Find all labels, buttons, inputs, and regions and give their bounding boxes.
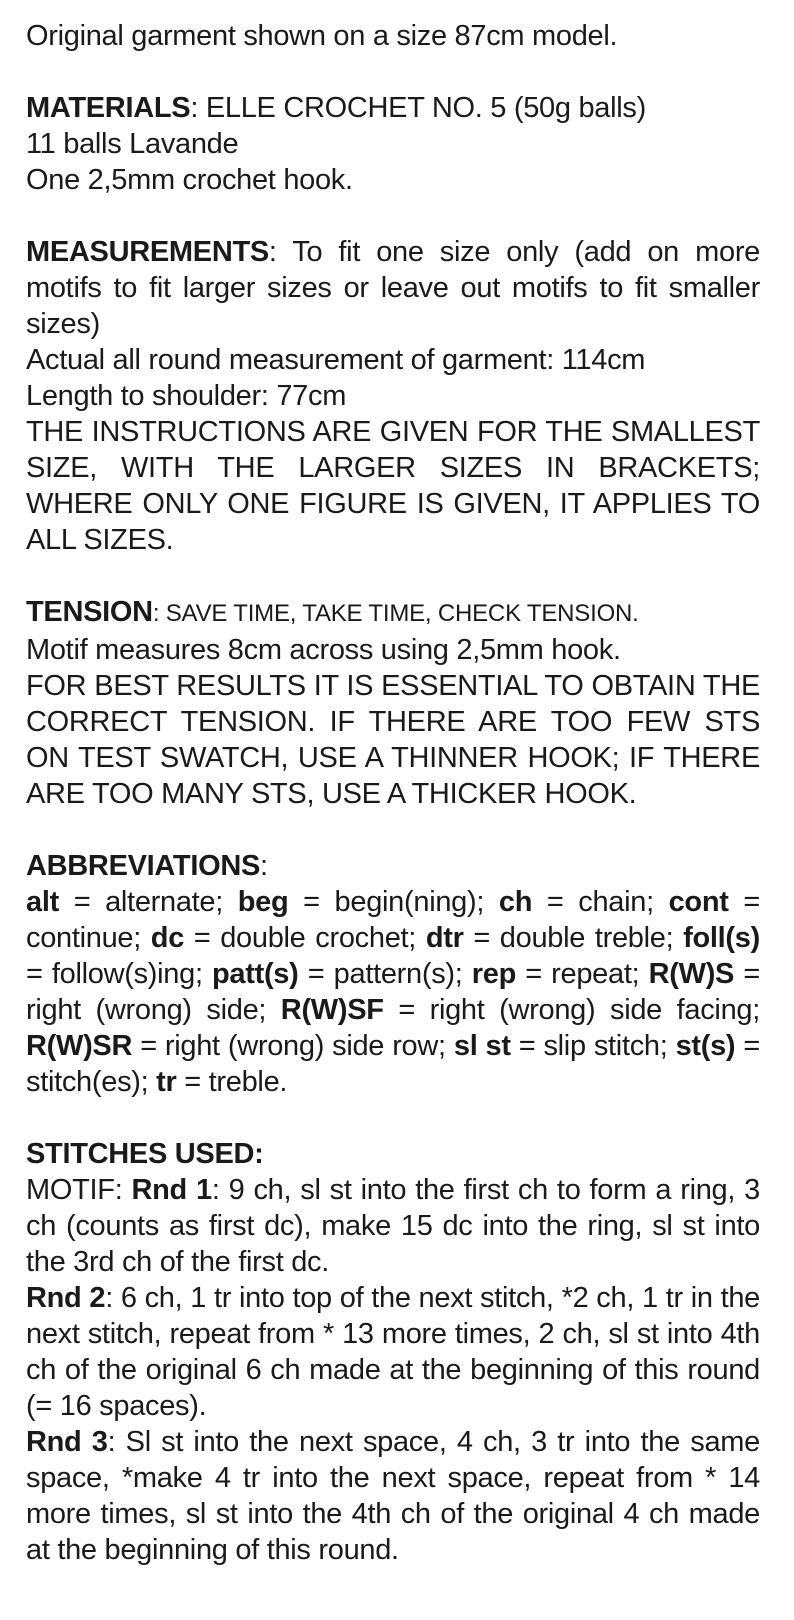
stitches-section [26,1136,760,1568]
abbr-term: ch [498,886,533,918]
abbr-term: R(W)SR [26,1030,133,1062]
tension-heading: TENSION [26,596,153,628]
abbreviations-section [26,848,760,1100]
abbreviations-list [26,884,760,1100]
round-text: : 6 ch, 1 tr into top of the next stitch, *2 ch, 1 tr in the next stitch, repeat from * 13 more times, 2 ch, sl st into 4th ch of the original 6 ch made at the beginning of this round (= 16 spaces). [26,1282,760,1422]
abbr-meaning: = right (wrong) side facing; [383,994,760,1026]
round-label: Rnd 3 [26,1426,108,1458]
abbr-meaning: = repeat; [516,958,649,990]
measurements-line-2: Actual all round measurement of garment: 114cm [26,344,646,376]
abbr-term: alt [26,886,59,918]
abbr-meaning: = double crochet; [184,922,426,954]
round-text: : Sl st into the next space, 4 ch, 3 tr into the same space, *make 4 tr into the next space, repeat from * 14 more times, sl st into the 4th ch of the original 4 ch made at the beginning of this round. [26,1426,760,1566]
spacer [26,1100,760,1136]
round-1 [26,1172,760,1280]
tension-section [26,594,760,812]
materials-line-2: 11 balls Lavande [26,128,239,160]
abbr-term: foll(s) [683,922,760,954]
materials-text: : ELLE CROCHET NO. 5 (50g balls) [190,92,646,124]
abbr-meaning: = treble. [176,1066,288,1098]
tension-line-2: Motif measures 8cm across using 2,5mm hook. [26,634,621,666]
intro-line: Original garment shown on a size 87cm model. [26,20,618,52]
materials-heading: MATERIALS [26,92,191,124]
abbr-meaning: = right (wrong) side; [26,958,761,1026]
abbr-meaning: = chain; [532,886,669,918]
materials-section [26,90,760,198]
stitches-heading: STITCHES USED: [26,1138,264,1170]
abbr-term: beg [237,886,289,918]
abbr-meaning: = pattern(s); [298,958,472,990]
abbr-term: tr [156,1066,177,1098]
abbr-term: dtr [425,922,464,954]
tension-note: FOR BEST RESULTS IT IS ESSENTIAL TO OBTAIN THE CORRECT TENSION. IF THERE ARE TOO FEW STS ON TEST SWATCH, USE A THINNER HOOK; IF THERE ARE TOO MANY STS, USE A THICKER HOOK. [26,670,760,810]
abbr-term: patt(s) [211,958,299,990]
abbr-term: rep [471,958,517,990]
measurements-line-3: Length to shoulder: 77cm [26,380,347,412]
motif-label: MOTIF: [26,1174,132,1206]
abbr-meaning: = begin(ning); [288,886,499,918]
abbreviations-colon: : [260,850,268,882]
spacer [26,198,760,234]
abbr-term: dc [150,922,185,954]
spacer [26,54,760,90]
round-2 [26,1280,760,1424]
abbr-term: cont [668,886,729,918]
tension-text: : SAVE TIME, TAKE TIME, CHECK TENSION. [152,600,639,627]
abbreviations-heading: ABBREVIATIONS [26,850,261,882]
round-label: Rnd 2 [26,1282,106,1314]
measurements-heading: MEASUREMENTS [26,236,269,268]
abbr-meaning: = slip stitch; [510,1030,676,1062]
round-text: : 9 ch, sl st into the first ch to form a ring, 3 ch (counts as first dc), make 15 dc into the ring, sl st into the 3rd ch of the first dc. [26,1174,760,1278]
measurements-text: : To fit one size only (add on more motifs to fit larger sizes or leave out motifs to fit smaller sizes) [26,236,760,340]
abbr-meaning: = alternate; [58,886,238,918]
abbr-meaning: = stitch(es); [26,1030,760,1098]
abbr-term: sl st [453,1030,511,1062]
abbr-meaning: = right (wrong) side row; [132,1030,454,1062]
spacer [26,558,760,594]
round-label: Rnd 1 [131,1174,212,1206]
abbr-meaning: = follow(s)ing; [26,958,212,990]
round-3 [26,1424,760,1568]
abbr-meaning: = double treble; [463,922,684,954]
abbr-meaning: = continue; [26,886,760,954]
abbr-term: R(W)S [648,958,735,990]
materials-line-3: One 2,5mm crochet hook. [26,164,353,196]
abbr-term: R(W)SF [280,994,384,1026]
abbr-term: st(s) [675,1030,736,1062]
spacer [26,812,760,848]
measurements-section [26,234,760,558]
measurements-note: THE INSTRUCTIONS ARE GIVEN FOR THE SMALLEST SIZE, WITH THE LARGER SIZES IN BRACKETS; WHERE ONLY ONE FIGURE IS GIVEN, IT APPLIES TO ALL SIZES. [26,416,760,556]
